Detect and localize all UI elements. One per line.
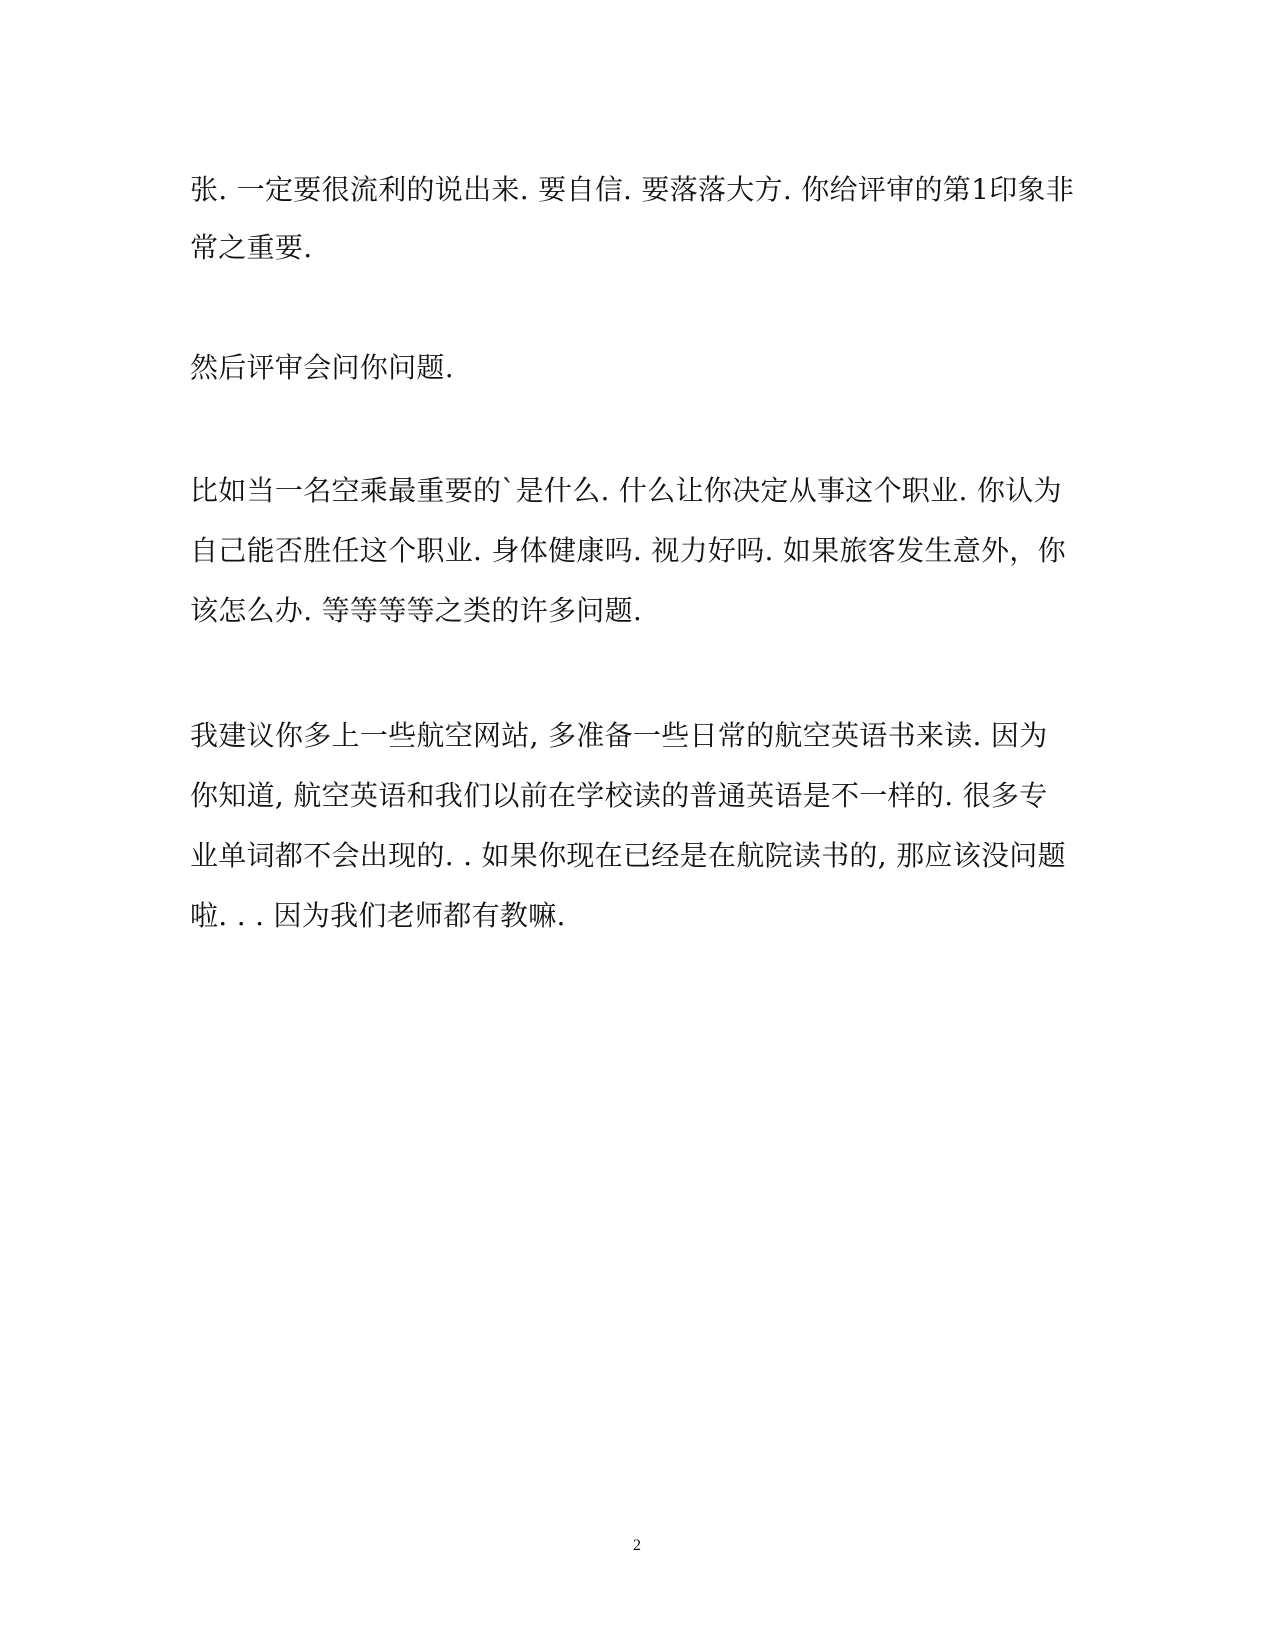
paragraph-3-line-3: 该怎么办. 等等等等之类的许多问题. [190, 594, 643, 627]
paragraph-2-line-1: 然后评审会问你问题. [190, 351, 454, 384]
paragraph-4-line-4: 啦. . . 因为我们老师都有教嘛. [190, 899, 566, 932]
paragraph-4-line-3: 业单词都不会出现的. . 如果你现在已经是在航院读书的, 那应该没问题 [190, 839, 1066, 872]
paragraph-3-line-2: 自己能否胜任这个职业. 身体健康吗. 视力好吗. 如果旅客发生意外，你 [190, 534, 1066, 567]
page-number: 2 [633, 1537, 641, 1554]
paragraph-4-line-1: 我建议你多上一些航空网站, 多准备一些日常的航空英语书来读. 因为 [190, 719, 1048, 752]
paragraph-4-line-2: 你知道, 航空英语和我们以前在学校读的普通英语是不一样的. 很多专 [190, 779, 1048, 812]
paragraph-1-line-2: 常之重要. [190, 231, 313, 264]
paragraph-3-line-1: 比如当一名空乘最重要的`是什么. 什么让你决定从事这个职业. 你认为 [190, 474, 1062, 507]
paragraph-1-line-1: 张. 一定要很流利的说出来. 要自信. 要落落大方. 你给评审的第1印象非 [190, 173, 1075, 206]
